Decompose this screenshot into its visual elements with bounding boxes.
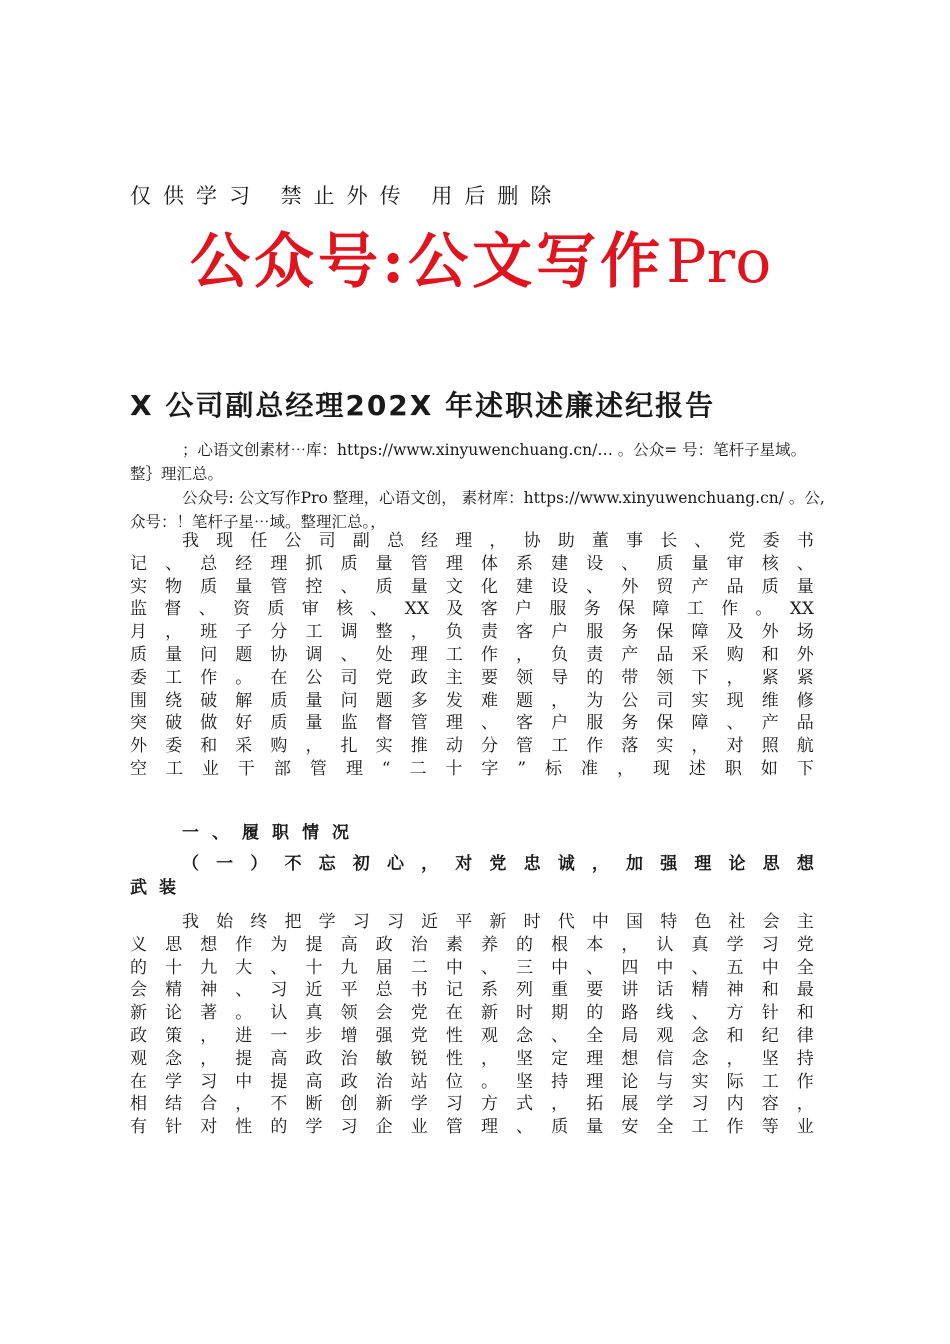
text-line: 政 策 ， 进 一 步 增 强 党 性 观 念 、 全 局 观 念 和 纪 律 [130,1025,814,1046]
text-line: 观 念 ， 提 高 政 治 敏 锐 性 ， 坚 定 理 想 信 念 ， 坚 持 [130,1048,814,1069]
text-line: 月 ， 班 子 分 工 调 整 ， 负 责 客 户 服 务 保 障 及 外 场 [130,622,814,643]
text-line: 实 物 质 量 管 控 、 质 量 文 化 建 设 、 外 贸 产 品 质 量 [130,576,814,597]
text-line: 质 量 问 题 协 调 、 处 理 工 作 ， 负 责 产 品 采 购 和 外 [130,644,814,665]
source-note [130,438,825,534]
text-line: 在 学 习 中 提 高 政 治 站 位 。 坚 持 理 论 与 实 际 工 作 [130,1071,814,1092]
text-line: 义 思 想 作 为 提 高 政 治 素 养 的 根 本 ， 认 真 学 习 党 [130,934,814,955]
text-line: 围 绕 破 解 质 量 问 题 多 发 难 题 ， 为 公 司 实 现 维 修 [130,690,814,711]
brand-watermark [190,222,771,302]
text-line: 委 工 作 。 在 公 司 党 政 主 要 领 导 的 带 领 下 ， 紧 紧 [130,667,814,688]
subsection-line: （ 一 ） 不 忘 初 心 ， 对 党 忠 诚 ， 加 强 理 论 思 想 [182,854,814,874]
subsection-heading [130,853,814,900]
notice-line: 仅供学习 禁止外传 用后删除 [130,184,564,208]
text-line: 外 委 和 采 购 ， 扎 实 推 动 分 管 工 作 落 实 ， 对 照 航 [130,736,814,757]
text-line: 记 、 总 经 理 抓 质 量 管 理 体 系 建 设 、 质 量 审 核 、 [130,553,814,574]
text-line: 监 督 、 资 质 审 核 、 XX 及 客 户 服 务 保 障 工 作 。 XX [130,599,814,620]
text-line: 空 工 业 干 部 管 理 “ 二 十 字 ” 标 准 ， 现 述 职 如 下 [130,758,814,779]
paragraph-body [130,911,814,1139]
text-line: 的 十 九 大 、 十 九 届 二 中 、 三 中 、 四 中 、 五 中 全 [130,957,814,978]
paragraph-intro [130,530,814,781]
text-line: 新 论 著 。 认 真 领 会 党 在 新 时 期 的 路 线 、 方 针 和 [130,1003,814,1024]
source-line: ；心语文创素材⋯库：https://www.xinyuwenchuang.cn/… 。公众= 号：笔杆子星域。 [182,441,807,459]
text-line: 相 结 合 ， 不 断 创 新 学 习 方 式 ， 拓 展 学 习 内 容 ， [130,1094,814,1115]
brand-cn: 公众号:公文写作 [190,227,665,297]
section-heading: 一、履职情况 [182,823,362,843]
brand-pro: Pro [666,227,772,297]
text-line: 会 精 神 、 习 近 平 总 书 记 系 列 重 要 讲 话 精 神 和 最 [130,980,814,1001]
text-line: 突 破 做 好 质 量 监 督 管 理 、 客 户 服 务 保 障 、 产 品 [130,713,814,734]
document-title: X 公司副总经理202X 年述职述廉述纪报告 [130,389,716,422]
text-line: 有 针 对 性 的 学 习 企 业 管 理 、 质 量 安 全 工 作 等 业 [130,1117,814,1138]
source-line: 众号：！笔杆子星⋯域。整理汇总。， [130,513,386,531]
text-line: 我 始 终 把 学 习 习 近 平 新 时 代 中 国 特 色 社 会 主 [182,912,814,932]
source-line: 公众号: 公文写作Pro 整理，心语文创， 素材库：https://www.xinyuwenchuang.cn/ 。公, [182,489,825,507]
source-line: 整｝理汇总。 [130,465,224,483]
subsection-line: 武装 [130,877,188,898]
text-line: 我 现 任 公 司 副 总 经 理 ， 协 助 董 事 长 、 党 委 书 [182,531,814,551]
